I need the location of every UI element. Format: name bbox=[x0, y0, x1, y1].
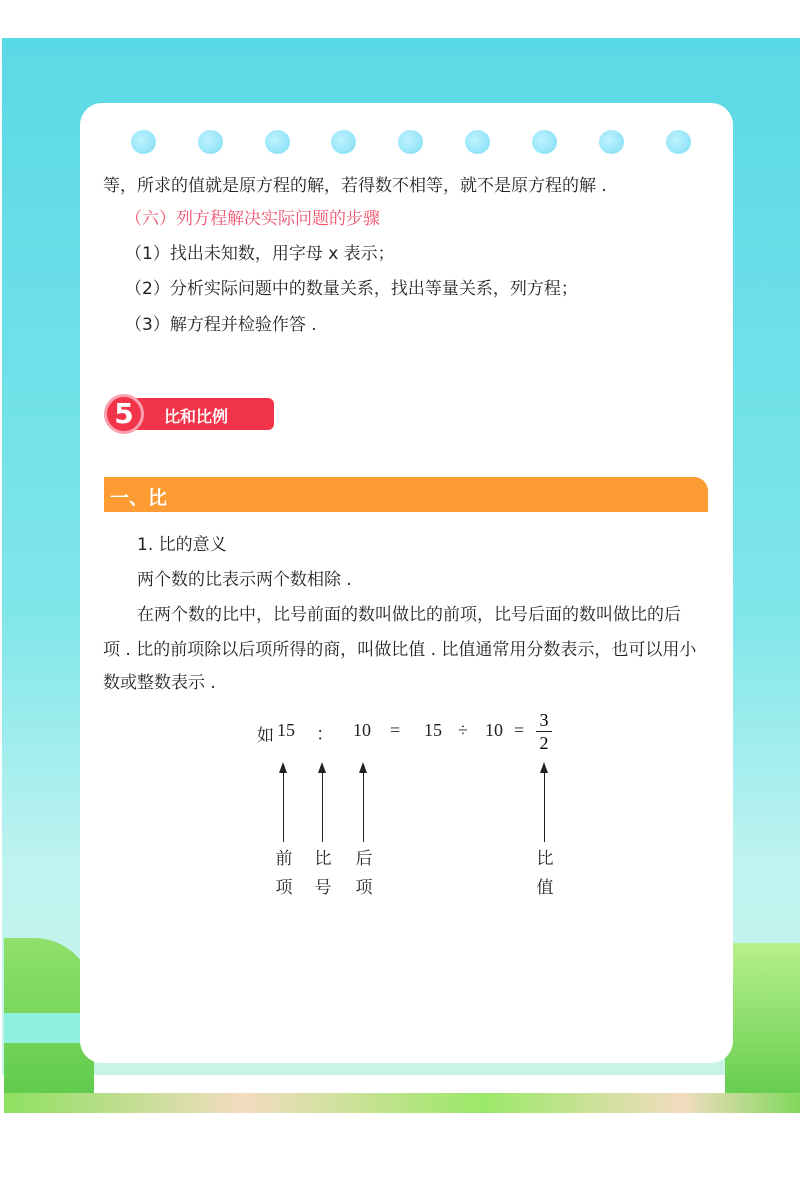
grass-right-decoration bbox=[725, 943, 800, 1113]
example-equals: = bbox=[514, 720, 525, 740]
example-back-term: 10 bbox=[353, 720, 371, 740]
label-char: 项 bbox=[275, 878, 293, 898]
example-divide: ÷ bbox=[458, 720, 468, 740]
paragraph-text: 数或整数表示 . bbox=[103, 673, 216, 693]
paragraph-text: 等，所求的值就是原方程的解，若得数不相等，就不是原方程的解 . bbox=[103, 176, 607, 196]
label-char: 号 bbox=[314, 878, 332, 898]
label-front-term bbox=[274, 845, 294, 903]
subsection-title: 一、比 bbox=[110, 487, 168, 509]
step-item: （3）解方程并检验作答 . bbox=[125, 315, 317, 335]
fraction-denominator: 2 bbox=[539, 733, 549, 753]
paragraph-text: 项 . 比的前项除以后项所得的商，叫做比值 . 比值通常用分数表示，也可以用小 bbox=[103, 640, 697, 660]
binder-hole bbox=[331, 130, 356, 154]
label-back-term bbox=[354, 845, 374, 903]
section-title: 比和比例 bbox=[164, 407, 229, 426]
example-prefix: 如 bbox=[257, 726, 274, 746]
label-char: 比 bbox=[314, 849, 332, 869]
label-char: 项 bbox=[355, 878, 373, 898]
fraction-numerator: 3 bbox=[539, 710, 549, 730]
arrow-up-icon bbox=[544, 770, 545, 842]
binder-hole bbox=[265, 130, 290, 154]
section-number: 5 bbox=[104, 394, 144, 434]
label-char: 值 bbox=[536, 878, 554, 898]
arrow-up-icon bbox=[283, 770, 284, 842]
item-title: 1. 比的意义 bbox=[137, 535, 227, 555]
paragraph-text: 在两个数的比中，比号前面的数叫做比的前项，比号后面的数叫做比的后 bbox=[137, 605, 681, 625]
example-fraction bbox=[536, 710, 552, 753]
label-char: 后 bbox=[355, 849, 373, 869]
arrow-up-icon bbox=[322, 770, 323, 842]
label-ratio-sign bbox=[313, 845, 333, 903]
binder-hole bbox=[465, 130, 490, 154]
binder-hole bbox=[198, 130, 223, 154]
step-item: （1）找出未知数，用字母 x 表示； bbox=[125, 244, 395, 264]
subheading: （六）列方程解决实际问题的步骤 bbox=[125, 209, 380, 229]
binder-hole bbox=[532, 130, 557, 154]
example-dividend: 15 bbox=[424, 720, 442, 740]
arrow-up-icon bbox=[363, 770, 364, 842]
step-item: （2）分析实际问题中的数量关系，找出等量关系，列方程； bbox=[125, 279, 578, 299]
label-char: 前 bbox=[275, 849, 293, 869]
subsection-header bbox=[104, 477, 708, 512]
fraction-bar bbox=[536, 731, 552, 732]
example-front-term: 15 bbox=[277, 720, 295, 740]
river-decoration bbox=[4, 1013, 84, 1043]
label-char: 比 bbox=[536, 849, 554, 869]
binder-hole bbox=[398, 130, 423, 154]
paragraph-text: 两个数的比表示两个数相除 . bbox=[137, 570, 352, 590]
binder-hole bbox=[131, 130, 156, 154]
binder-hole bbox=[599, 130, 624, 154]
example-divisor: 10 bbox=[485, 720, 503, 740]
example-equals: = bbox=[390, 720, 401, 740]
example-colon: ： bbox=[316, 724, 334, 744]
binder-hole bbox=[666, 130, 691, 154]
label-ratio-value bbox=[535, 845, 555, 903]
ground-decoration bbox=[4, 1093, 800, 1113]
